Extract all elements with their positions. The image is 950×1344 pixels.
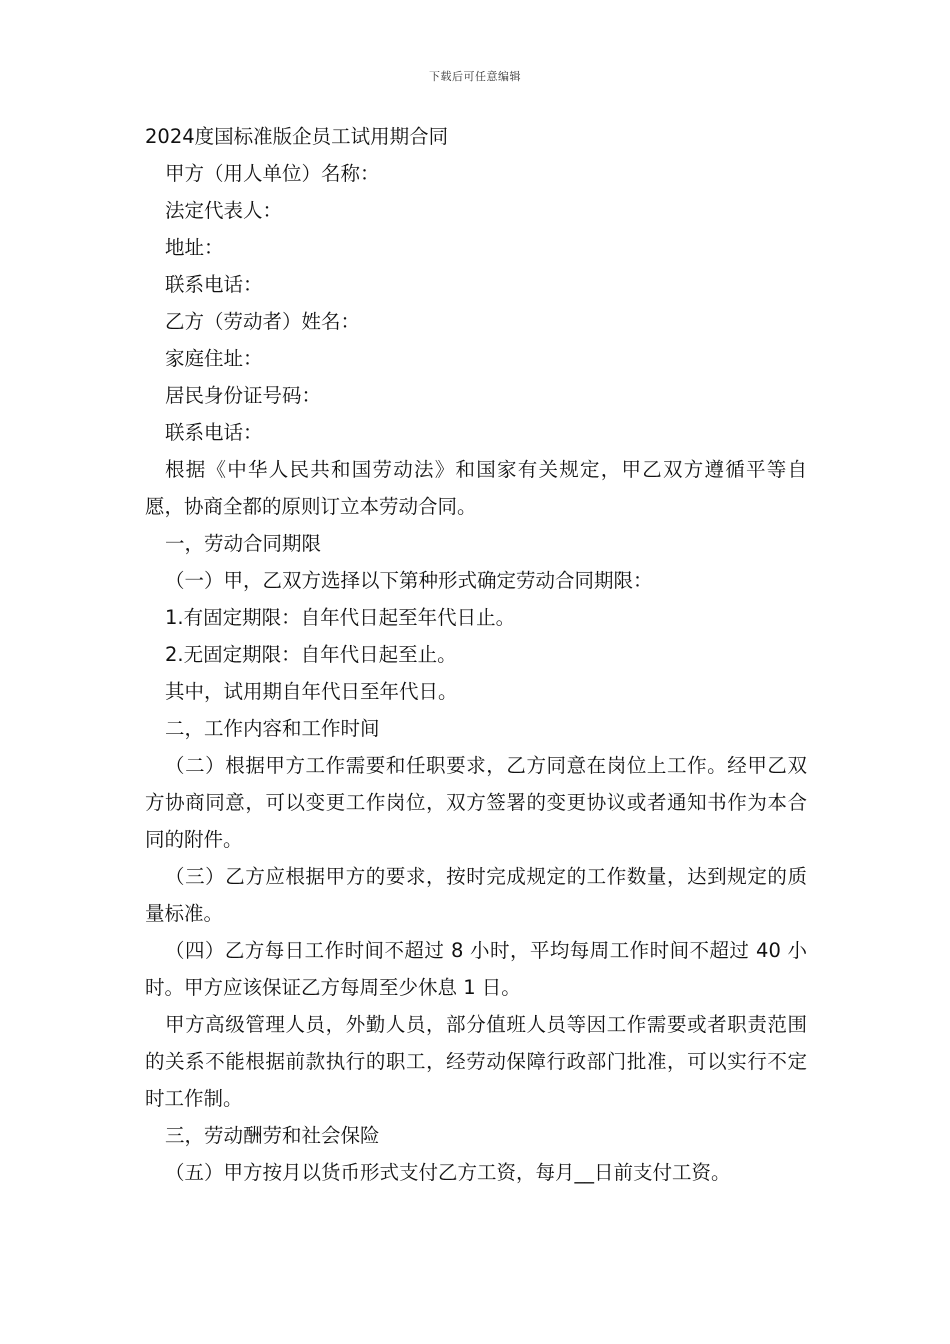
clause-1: （一）甲，乙双方选择以下第种形式确定劳动合同期限： xyxy=(165,569,653,592)
party-a-address-label: 地址： xyxy=(165,236,224,259)
working-hours-exception: 甲方高级管理人员，外勤人员，部分值班人员等因工作需要或者职责范围的关系不能根据前款执行的职工，经劳动保障行政部门批准，可以实行不定时工作制。 xyxy=(145,1013,807,1110)
party-b-phone-label: 联系电话： xyxy=(165,421,263,444)
document-title: 2024度国标准版企员工试用期合同 xyxy=(145,125,449,148)
clause-4: （四）乙方每日工作时间不超过 8 小时，平均每周工作时间不超过 40 小时。甲方应该保证乙方每周至少休息 1 日。 xyxy=(145,939,807,999)
section-1-heading: 一，劳动合同期限 xyxy=(165,532,322,555)
party-b-name-label: 乙方（劳动者）姓名： xyxy=(165,310,361,333)
document-body xyxy=(145,118,807,1191)
party-a-name-label: 甲方（用人单位）名称： xyxy=(165,162,380,185)
section-2-heading: 二，工作内容和工作时间 xyxy=(165,717,380,740)
clause-3: （三）乙方应根据甲方的要求，按时完成规定的工作数量，达到规定的质量标准。 xyxy=(145,865,807,925)
section-3-heading: 三，劳动酬劳和社会保险 xyxy=(165,1124,380,1147)
preamble-paragraph: 根据《中华人民共和国劳动法》和国家有关规定，甲乙双方遵循平等自愿，协商全都的原则订立本劳动合同。 xyxy=(145,458,807,518)
party-a-phone-label: 联系电话： xyxy=(165,273,263,296)
clause-2: （二）根据甲方工作需要和任职要求，乙方同意在岗位上工作。经甲乙双方协商同意，可以变更工作岗位，双方签署的变更协议或者通知书作为本合同的附件。 xyxy=(145,754,807,851)
party-b-id-label: 居民身份证号码： xyxy=(165,384,322,407)
page-header-note: 下载后可任意编辑 xyxy=(429,70,521,83)
clause-5: （五）甲方按月以货币形式支付乙方工资，每月__日前支付工资。 xyxy=(165,1161,731,1184)
party-a-legal-rep-label: 法定代表人： xyxy=(165,199,283,222)
party-b-home-address-label: 家庭住址： xyxy=(165,347,263,370)
clause-1-option-2: 2.无固定期限：自年代日起至止。 xyxy=(165,643,457,666)
probation-period: 其中，试用期自年代日至年代日。 xyxy=(165,680,458,703)
clause-1-option-1: 1.有固定期限：自年代日起至年代日止。 xyxy=(165,606,516,629)
